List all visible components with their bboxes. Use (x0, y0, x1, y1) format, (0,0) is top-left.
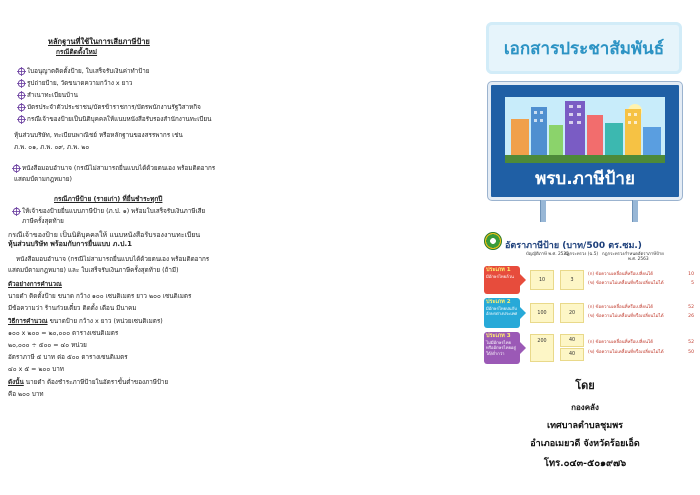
target-bullet-icon (12, 164, 21, 173)
conclusion-label: ดังนั้น (8, 379, 24, 386)
arrow-icon (520, 342, 526, 354)
type-tag (484, 266, 520, 294)
rate-table (484, 252, 694, 364)
old-item-1-line2: ภาษีครั้งสุดท้าย (22, 218, 64, 225)
new-rate-a: (ก) ข้อความเคลื่อนที่หรือเปลี่ยนได้ (588, 340, 654, 345)
right-panel (470, 0, 700, 495)
new-item-1: ใบอนุญาตติดตั้งป้าย, ใบเสร็จรับเงินค่าทำป้าย (27, 68, 150, 75)
new-rate-a-amount: 52 (688, 305, 694, 310)
new-rate-b: (ข) ข้อความไม่เคลื่อนที่หรือเปลี่ยนไม่ได้ (588, 314, 664, 319)
old-item-2-line2: หุ้นส่วนบริษัท พร้อมกับการยื่นแบบ ภ.ป.1 (8, 240, 133, 248)
pr-banner (486, 22, 682, 74)
col-head-old-law: บัญญัติภาษี พ.ศ. 2535 (526, 252, 569, 257)
rate-row-type-3 (484, 332, 694, 364)
arrow-icon (520, 307, 526, 319)
method-text: ขนาดป้าย กว้าง x ยาว (หน่วยเซนติเมตร) (49, 318, 163, 325)
conclusion-line (8, 379, 168, 387)
new-rate-a-amount: 52 (688, 340, 694, 345)
target-bullet-icon (17, 91, 26, 100)
old-item-2-line1: กรณีเจ้าของป้าย เป็นนิติบุคคลให้ แนบหนังสือรับรองงานทะเบียน (8, 231, 201, 239)
new-sign-heading: กรณีติดตั้งใหม่ (56, 48, 98, 56)
new-rate-b-amount: 26 (688, 314, 694, 319)
org-phone: โทร.๐๔๓-๕๐๑๙๗๖ (543, 458, 627, 469)
new-item-2: รูปถ่ายป้าย, วัดขนาดความกว้าง x ยาว (27, 80, 133, 87)
type-tag-desc: มีอักษรไทยล้วน (486, 273, 514, 279)
new-rate-b: (ข) ข้อความไม่เคลื่อนที่หรือเปลี่ยนไม่ได้ (588, 350, 664, 355)
ministerial-rate: 40 (560, 334, 584, 347)
city-skyline-illustration (505, 97, 665, 163)
rate-heading: อัตราภาษีป้าย (บาท/500 ตร.ซม.) (505, 241, 642, 251)
col-head-new-law-line2: พ.ศ. 2563 (628, 257, 649, 262)
type-tag-name: ประเภท 1 (486, 267, 511, 273)
new-rate-a-amount: 10 (688, 272, 694, 277)
old-sign-heading: กรณีภาษีป้าย (รายเก่า) ที่ยื่นชำระทุกปี (54, 195, 163, 203)
type-tag (484, 332, 520, 364)
conclusion-text: นายดำ ต้องชำระภาษีป้ายในอัตราขั้นต่ำของภาษีป้าย (23, 379, 169, 386)
org-municipality: เทศบาลตำบลชุมพร (547, 421, 623, 431)
old-item-1-line1: ให้เจ้าของป้ายยื่นแบบภาษีป้าย (ภ.ป. ๑) พร้อมใบเสร็จรับเงินภาษีเสีย (22, 208, 206, 215)
old-rate: 100 (530, 303, 554, 323)
old-rate: 200 (530, 334, 554, 362)
new-item-5: กรณีเจ้าของป้ายเป็นนิติบุคคลให้แนบหนังสือรับรองสำนักงานทะเบียน (27, 116, 212, 123)
conclusion-line2: คือ ๒๐๐ บาท (8, 391, 44, 398)
ministerial-rate-2: 40 (560, 348, 584, 361)
old-item-3-line1: หนังสือมอบอำนาจ (กรณีไม่สามารถยื่นแบบได้ด้วยตนเอง พร้อมติดอากร (16, 256, 210, 263)
col-head-new-law (602, 252, 664, 262)
target-bullet-icon (17, 79, 26, 88)
billboard-graphic (488, 82, 682, 200)
old-rate: 10 (530, 270, 554, 290)
col-head-new-law-line1: กฎกระทรวงกำหนดอัตราภาษีป้าย (602, 252, 664, 257)
proxy-item-line2: แสตมป์ตามกฎหมาย) (14, 176, 72, 183)
type-tag-name: ประเภท 2 (486, 299, 511, 305)
new-rate-b-amount: 5 (691, 281, 694, 286)
type-tag-name: ประเภท 3 (486, 333, 511, 339)
example-line2: มีข้อความว่า ร้านก๋วยเตี๋ยว ติดตั้ง เดือน มีนาคม (8, 305, 137, 312)
doc-title: หลักฐานที่ใช้ในการเสียภาษีป้าย (48, 37, 150, 46)
ministerial-rate: 3 (560, 270, 584, 290)
sign-post-right (632, 200, 638, 222)
new-rate-a: (ก) ข้อความเคลื่อนที่หรือเปลี่ยนได้ (588, 305, 654, 310)
sign-title: พรบ.ภาษีป้าย (535, 169, 635, 189)
org-district: อำเภอเมยวดี จังหวัดร้อยเอ็ด (530, 439, 640, 449)
ministerial-rate: 20 (560, 303, 584, 323)
old-item-3-line2: แสตมป์ตามกฎหมาย) และ ใบเสร็จรับเงินภาษีครั้งสุดท้าย (ถ้ามี) (8, 267, 179, 274)
method-heading: วิธีการคำนวณ (8, 318, 48, 325)
sign-post-left (540, 200, 546, 222)
new-item-3: สำเนาทะเบียนบ้าน (27, 92, 78, 99)
rate-row-type-1 (484, 266, 694, 294)
type-tag-desc: ไม่มีอักษรไทย หรืออักษรไทยอยู่ใต้/ต่ำกว่า (486, 339, 516, 356)
calc-line-3: อัตราภาษี ๕ บาท ต่อ ๕๐๐ ตารางเซนติเมตร (8, 354, 128, 361)
by-label: โดย (575, 379, 595, 392)
calc-line-4: ๔๐ x ๕ = ๒๐๐ บาท (8, 366, 64, 373)
new-item-4: บัตรประจำตัวประชาชน/บัตรข้าราชการ/บัตรพนักงานรัฐวิสาหกิจ (27, 104, 201, 111)
target-bullet-icon (12, 207, 21, 216)
col-head-ministerial: กฎกระทรวง (ฉ.5) (564, 252, 599, 257)
calc-line-1: ๑๐๐ x ๒๐๐ = ๒๐,๐๐๐ ตารางเซนติเมตร (8, 330, 119, 337)
calc-line-2: ๒๐,๐๐๐ ÷ ๕๐๐ = ๔๐ หน่วย (8, 342, 87, 349)
arrow-icon (520, 274, 526, 286)
municipal-seal-logo (484, 232, 502, 250)
rate-row-type-2 (484, 298, 694, 328)
new-item-5-cont: หุ้นส่วนบริษัท, ทะเบียนพาณิชย์ หรือหลักฐานของสรรพากร เช่น (14, 132, 183, 139)
example-line1: นายดำ ติดตั้งป้าย ขนาด กว้าง ๑๐๐ เซนติเมตร ยาว ๒๐๐ เซนติเมตร (8, 293, 192, 300)
new-item-5-cont2: ภ.พ. ๐๑, ภ.พ. ๐๙, ภ.พ. ๒๐ (14, 144, 90, 151)
method-line (8, 318, 163, 326)
org-division: กองคลัง (571, 402, 599, 412)
proxy-item-line1: หนังสือมอบอำนาจ (กรณีไม่สามารถยื่นแบบได้ด้วยตนเอง พร้อมติดอากร (22, 165, 216, 172)
type-tag (484, 298, 520, 328)
type-tag-desc: มีอักษรไทยปนกับอักษรต่างประเทศ (486, 305, 518, 316)
pr-banner-title: เอกสารประชาสัมพันธ์ (503, 38, 665, 59)
example-heading: ตัวอย่างการคำนวณ (8, 281, 62, 288)
new-rate-a: (ก) ข้อความเคลื่อนที่หรือเปลี่ยนได้ (588, 272, 654, 277)
new-rate-b-amount: 50 (688, 350, 694, 355)
target-bullet-icon (17, 115, 26, 124)
target-bullet-icon (17, 67, 26, 76)
new-rate-b: (ข) ข้อความไม่เคลื่อนที่หรือเปลี่ยนไม่ได้ (588, 281, 664, 286)
target-bullet-icon (17, 103, 26, 112)
